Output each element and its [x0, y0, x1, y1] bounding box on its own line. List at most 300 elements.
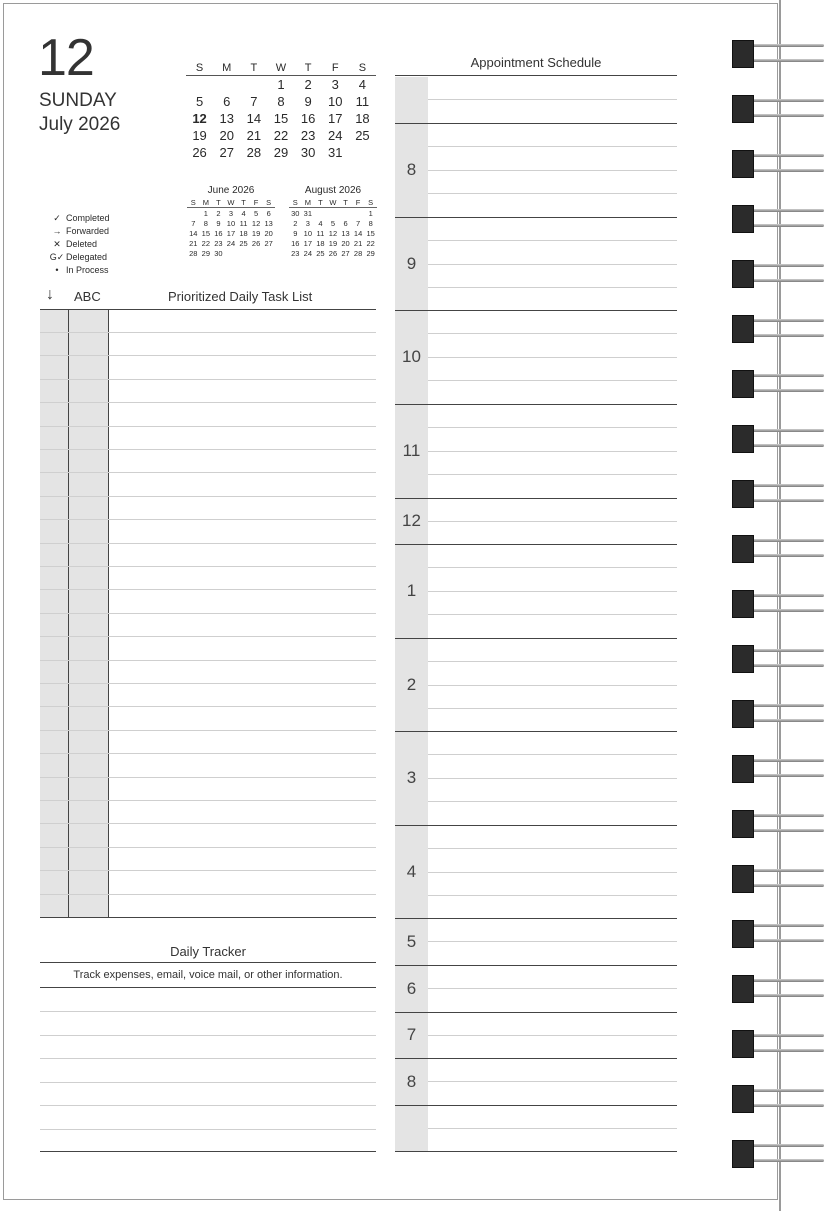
ring-wire: [744, 1049, 824, 1052]
august-calendar-day: 4: [318, 218, 323, 228]
hour-label: 2: [406, 674, 417, 694]
tracker-line: [40, 1011, 376, 1012]
hour-divider: [395, 123, 677, 124]
tracker-top-rule: [40, 962, 376, 963]
june-calendar-day: 14: [189, 228, 198, 238]
spiral-ring: [730, 1138, 827, 1170]
ring-wire: [744, 209, 824, 212]
june-calendar-day: 8: [203, 218, 208, 228]
legend-delegated: G✓ Delegated: [49, 252, 108, 262]
appointment-line: [428, 451, 677, 452]
tracker-line: [40, 1129, 376, 1130]
month-calendar-day: 1: [277, 77, 285, 92]
hour-divider: [395, 731, 677, 732]
task-line: [40, 777, 376, 778]
appointment-line: [428, 1081, 677, 1082]
ring-hole: [732, 535, 754, 563]
month-calendar-day: 8: [277, 94, 285, 109]
august-calendar-day: 27: [341, 248, 350, 258]
august-calendar-day: 1: [368, 208, 373, 218]
ring-hole: [732, 480, 754, 508]
hour-label: 9: [406, 253, 417, 273]
august-calendar-day: [327, 208, 340, 219]
appointment-line: [428, 287, 677, 288]
task-line: [40, 449, 376, 450]
appointment-line: [428, 1128, 677, 1129]
spiral-ring: [730, 698, 827, 730]
task-line: [40, 636, 376, 637]
june-calendar-weekday: F: [250, 197, 263, 208]
task-list-top-rule: [40, 309, 376, 310]
appointment-line: [428, 941, 677, 942]
august-calendar-day: 23: [291, 248, 300, 258]
august-calendar-day: 11: [316, 228, 325, 238]
june-calendar-weekday: T: [212, 197, 225, 208]
month-calendar-day: 7: [250, 94, 258, 109]
task-line: [40, 800, 376, 801]
month-calendar-day: 18: [355, 111, 370, 126]
legend-forwarded: → Forwarded: [48, 225, 168, 238]
ring-wire: [744, 759, 824, 762]
ring-wire: [744, 649, 824, 652]
task-line: [40, 355, 376, 356]
tracker-header-rule: [40, 987, 376, 988]
ring-wire: [744, 429, 824, 432]
august-calendar-day: 25: [316, 248, 325, 258]
august-calendar-week-row: [289, 238, 377, 248]
june-calendar-day: 12: [251, 218, 261, 228]
arrow-right-icon: →: [52, 226, 62, 236]
august-calendar-weekday: W: [327, 197, 340, 208]
appointment-line: [428, 872, 677, 873]
june-calendar-day: 20: [264, 228, 273, 238]
task-line: [40, 496, 376, 497]
ring-hole: [732, 920, 754, 948]
hour-divider: [395, 1058, 677, 1059]
hour-label: 5: [406, 931, 417, 951]
spiral-ring: [730, 38, 827, 70]
month-calendar-weekday: M: [213, 60, 240, 76]
planner-page: [3, 3, 778, 1200]
month-calendar-day: 16: [300, 111, 316, 126]
spiral-ring: [730, 808, 827, 840]
august-calendar-day: 16: [291, 238, 300, 248]
spiral-ring: [730, 93, 827, 125]
ring-wire: [744, 279, 824, 282]
month-calendar-day: 20: [219, 128, 234, 143]
task-line: [40, 870, 376, 871]
august-calendar-title: August 2026: [304, 185, 362, 196]
tracker-line: [40, 1082, 376, 1083]
august-calendar-weekday: T: [314, 197, 327, 208]
appointment-line: [428, 801, 677, 802]
month-calendar-day: 11: [355, 94, 370, 109]
ring-hole: [732, 975, 754, 1003]
ring-hole: [732, 260, 754, 288]
month-calendar-day: 19: [192, 128, 207, 143]
hour-divider: [395, 310, 677, 311]
hour-divider: [395, 638, 677, 639]
month-calendar-day: 10: [328, 94, 343, 109]
august-calendar-day: [339, 208, 352, 219]
june-calendar-day: 18: [239, 228, 248, 238]
june-calendar-day: 15: [201, 228, 211, 238]
ring-wire: [744, 44, 824, 47]
hour-divider: [395, 1105, 677, 1106]
august-calendar-day: 20: [341, 238, 350, 248]
august-calendar-day: 8: [368, 218, 373, 228]
appointment-line: [428, 333, 677, 334]
june-calendar-day: 1: [203, 208, 208, 218]
june-calendar-day: 24: [226, 238, 236, 248]
hour-label: 8: [406, 160, 417, 179]
task-line: [40, 847, 376, 848]
june-calendar-day: [225, 248, 238, 258]
month-calendar: [186, 60, 376, 161]
appointment-line: [428, 708, 677, 709]
ring-wire: [744, 1144, 824, 1147]
june-calendar-day: 28: [189, 248, 198, 258]
june-calendar-day: [262, 248, 275, 258]
august-calendar-week-row: [289, 248, 377, 258]
june-calendar-day: 30: [214, 248, 223, 258]
ring-wire: [744, 59, 824, 62]
appointment-line: [428, 895, 677, 896]
appointment-line: [428, 170, 677, 171]
appointment-line: [428, 427, 677, 428]
appointment-line: [428, 848, 677, 849]
month-calendar-day: 31: [328, 145, 343, 160]
august-calendar-day: 10: [303, 228, 313, 238]
task-line: [40, 402, 376, 403]
appointment-top-rule: [395, 75, 677, 76]
ring-wire: [744, 704, 824, 707]
tracker-bottom-rule: [40, 1151, 376, 1152]
ring-hole: [732, 205, 754, 233]
spiral-ring: [730, 753, 827, 785]
month-calendar-day: 12: [192, 111, 207, 126]
hour-divider: [395, 918, 677, 919]
june-calendar-weekday: T: [237, 197, 250, 208]
august-calendar-day: [352, 208, 365, 219]
august-calendar-day: 24: [303, 248, 313, 258]
august-calendar-day: 22: [366, 238, 375, 248]
spiral-ring: [730, 203, 827, 235]
ring-wire: [744, 1034, 824, 1037]
ring-wire: [744, 154, 824, 157]
ring-wire: [744, 114, 824, 117]
hour-label: 3: [406, 768, 417, 787]
tracker-line: [40, 1035, 376, 1036]
august-calendar-weekday: T: [339, 197, 352, 208]
spiral-ring: [730, 313, 827, 345]
june-calendar-day: 2: [216, 208, 221, 218]
august-calendar-day: 6: [343, 218, 348, 228]
month-calendar-weekday: S: [349, 60, 376, 76]
hour-shade: [395, 1106, 428, 1151]
task-line: [40, 706, 376, 707]
task-line: [40, 379, 376, 380]
dot-icon: •: [55, 265, 59, 275]
appointment-line: [428, 264, 677, 265]
month-calendar-day: 9: [304, 94, 312, 109]
hour-divider: [395, 498, 677, 499]
x-icon: ✕: [53, 239, 61, 249]
ring-hole: [732, 810, 754, 838]
month-calendar-day: [240, 76, 267, 94]
august-calendar-day: 28: [353, 248, 363, 258]
june-calendar-week-row: [187, 208, 275, 219]
august-calendar-week-row: [289, 208, 377, 219]
spiral-ring: [730, 258, 827, 290]
ring-wire: [744, 884, 824, 887]
august-calendar-week-row: [289, 228, 377, 238]
month-calendar-day: 23: [300, 128, 316, 143]
spiral-ring: [730, 533, 827, 565]
ring-wire: [744, 829, 824, 832]
appointment-line: [428, 146, 677, 147]
august-calendar-day: 2: [293, 218, 298, 228]
tracker-line: [40, 1105, 376, 1106]
august-calendar-day: 12: [328, 228, 338, 238]
june-calendar-weekday: S: [187, 197, 200, 208]
ring-wire: [744, 319, 824, 322]
appointment-line: [428, 193, 677, 194]
june-calendar-week-row: [187, 228, 275, 238]
month-calendar-day: 29: [273, 145, 289, 160]
spiral-ring: [730, 1028, 827, 1060]
ring-hole: [732, 1085, 754, 1113]
june-calendar-day: 27: [264, 238, 273, 248]
appointment-line: [428, 591, 677, 592]
legend-in-process: • In Process: [48, 264, 168, 277]
june-calendar-day: 5: [254, 208, 259, 218]
appointment-line: [428, 521, 677, 522]
june-calendar-weekday: W: [225, 197, 238, 208]
hour-label: 1: [406, 581, 417, 600]
month-calendar-day: [186, 76, 213, 94]
ring-wire: [744, 939, 824, 942]
august-calendar-day: 5: [330, 218, 336, 228]
june-calendar-day: 29: [201, 248, 211, 258]
month-calendar-day: 13: [219, 111, 234, 126]
spiral-binding: [730, 0, 827, 1211]
month-calendar-weekday: W: [267, 60, 294, 76]
appointment-line: [428, 567, 677, 568]
june-calendar-title: June 2026: [207, 185, 255, 196]
hour-divider: [395, 1151, 677, 1152]
ring-wire: [744, 609, 824, 612]
june-calendar-week-row: [187, 238, 275, 248]
ring-wire: [744, 719, 824, 722]
month-calendar-week-row: [186, 93, 376, 110]
appointment-line: [428, 99, 677, 100]
tracker-title: Daily Tracker: [170, 944, 246, 959]
ring-wire: [744, 814, 824, 817]
august-calendar-day: 9: [293, 228, 298, 238]
hour-label: 10: [402, 347, 421, 366]
august-calendar-weekday: S: [289, 197, 302, 208]
down-arrow-icon: ↓: [46, 286, 54, 303]
ring-wire: [744, 499, 824, 502]
hour-label: 6: [406, 978, 417, 998]
ring-wire: [744, 1104, 824, 1107]
ring-wire: [744, 334, 824, 337]
june-calendar-day: [187, 208, 200, 219]
hour-label: 7: [406, 1025, 417, 1044]
june-calendar-week-row: [187, 218, 275, 228]
check-icon: ✓: [53, 213, 61, 223]
hour-divider: [395, 404, 677, 405]
appointment-line: [428, 474, 677, 475]
ring-wire: [744, 374, 824, 377]
appointment-line: [428, 1035, 677, 1036]
task-line: [40, 894, 376, 895]
august-calendar-day: 29: [366, 248, 375, 258]
month-calendar-day: 14: [246, 111, 262, 126]
ring-wire: [744, 994, 824, 997]
hour-divider: [395, 825, 677, 826]
august-calendar-weekday: F: [352, 197, 365, 208]
august-calendar-day: 26: [328, 248, 338, 258]
day-number: 12: [38, 29, 94, 87]
june-calendar-day: 16: [214, 228, 223, 238]
ring-wire: [744, 924, 824, 927]
task-line: [40, 519, 376, 520]
august-calendar-weekday: M: [302, 197, 315, 208]
ring-hole: [732, 95, 754, 123]
ring-wire: [744, 539, 824, 542]
month-calendar-weekday: T: [295, 60, 322, 76]
month-calendar-day: 17: [328, 111, 343, 126]
month-calendar-day: 30: [300, 145, 316, 160]
hour-divider: [395, 544, 677, 545]
task-line: [40, 543, 376, 544]
weekday-name: SUNDAY: [39, 90, 117, 111]
task-line: [40, 426, 376, 427]
appointment-line: [428, 614, 677, 615]
ring-wire: [744, 869, 824, 872]
appointment-line: [428, 380, 677, 381]
june-mini-calendar: [187, 185, 275, 258]
month-calendar-week-row: [186, 76, 376, 94]
ring-hole: [732, 40, 754, 68]
task-line: [40, 683, 376, 684]
ring-wire: [744, 554, 824, 557]
tracker-line: [40, 1058, 376, 1059]
appointment-line: [428, 778, 677, 779]
june-calendar-day: 6: [266, 208, 271, 218]
appointment-line: [428, 988, 677, 989]
appointment-line: [428, 685, 677, 686]
ring-wire: [744, 444, 824, 447]
august-calendar-day: 19: [328, 238, 338, 248]
tracker-subtitle: Track expenses, email, voice mail, or other information.: [73, 969, 343, 981]
hour-divider: [395, 1012, 677, 1013]
june-calendar-weekday: M: [200, 197, 213, 208]
hour-label: 8: [406, 1071, 417, 1091]
month-calendar-day: 6: [223, 94, 231, 109]
ring-wire: [744, 169, 824, 172]
ring-hole: [732, 370, 754, 398]
ring-hole: [732, 755, 754, 783]
month-calendar-weekday: S: [186, 60, 213, 76]
ring-hole: [732, 590, 754, 618]
spiral-ring: [730, 918, 827, 950]
task-line: [40, 472, 376, 473]
august-calendar-day: [314, 208, 327, 219]
task-line: [40, 660, 376, 661]
ring-hole: [732, 700, 754, 728]
month-calendar-weekday: F: [322, 60, 349, 76]
ring-wire: [744, 264, 824, 267]
month-year: July 2026: [39, 114, 121, 135]
june-calendar-day: [250, 248, 263, 258]
august-calendar-weekday: S: [364, 197, 377, 208]
hour-divider: [395, 965, 677, 966]
august-calendar-day: 13: [341, 228, 350, 238]
august-calendar-week-row: [289, 218, 377, 228]
ring-hole: [732, 425, 754, 453]
august-calendar-day: 18: [316, 238, 325, 248]
june-calendar-day: 7: [191, 218, 196, 228]
task-line: [40, 730, 376, 731]
ring-hole: [732, 645, 754, 673]
month-calendar-day: 26: [192, 145, 207, 160]
june-calendar-day: 9: [216, 218, 221, 228]
task-list-bottom-rule: [40, 917, 376, 918]
spiral-ring: [730, 643, 827, 675]
hour-label: 12: [402, 511, 421, 530]
june-calendar-day: 26: [251, 238, 261, 248]
appointment-line: [428, 240, 677, 241]
month-calendar-day: [349, 144, 376, 161]
hour-label: 11: [402, 441, 421, 460]
task-list-title: Prioritized Daily Task List: [168, 289, 313, 304]
june-calendar-day: 25: [239, 238, 248, 248]
august-calendar-day: 30: [291, 208, 300, 218]
june-calendar-day: 22: [201, 238, 211, 248]
month-calendar-day: 28: [246, 145, 262, 160]
month-calendar-day: 5: [195, 94, 204, 109]
task-line: [40, 823, 376, 824]
appointment-line: [428, 357, 677, 358]
august-calendar-day: 14: [353, 228, 363, 238]
spiral-ring: [730, 588, 827, 620]
ring-wire: [744, 1089, 824, 1092]
june-calendar-day: 17: [226, 228, 236, 238]
spiral-ring: [730, 368, 827, 400]
june-calendar-day: 3: [228, 208, 234, 218]
month-calendar-day: 15: [273, 111, 289, 126]
august-mini-calendar: [289, 185, 377, 258]
ring-wire: [744, 979, 824, 982]
month-calendar-day: [213, 76, 240, 94]
spiral-ring: [730, 973, 827, 1005]
month-calendar-week-row: [186, 110, 376, 127]
spiral-ring: [730, 148, 827, 180]
ring-hole: [732, 150, 754, 178]
spiral-ring: [730, 863, 827, 895]
june-calendar-day: 11: [239, 218, 248, 228]
august-calendar-day: 3: [305, 218, 310, 228]
ring-hole: [732, 1140, 754, 1168]
hour-divider: [395, 217, 677, 218]
ring-wire: [744, 224, 824, 227]
appointment-line: [428, 661, 677, 662]
august-calendar-day: 17: [303, 238, 313, 248]
august-calendar-day: 15: [366, 228, 375, 238]
